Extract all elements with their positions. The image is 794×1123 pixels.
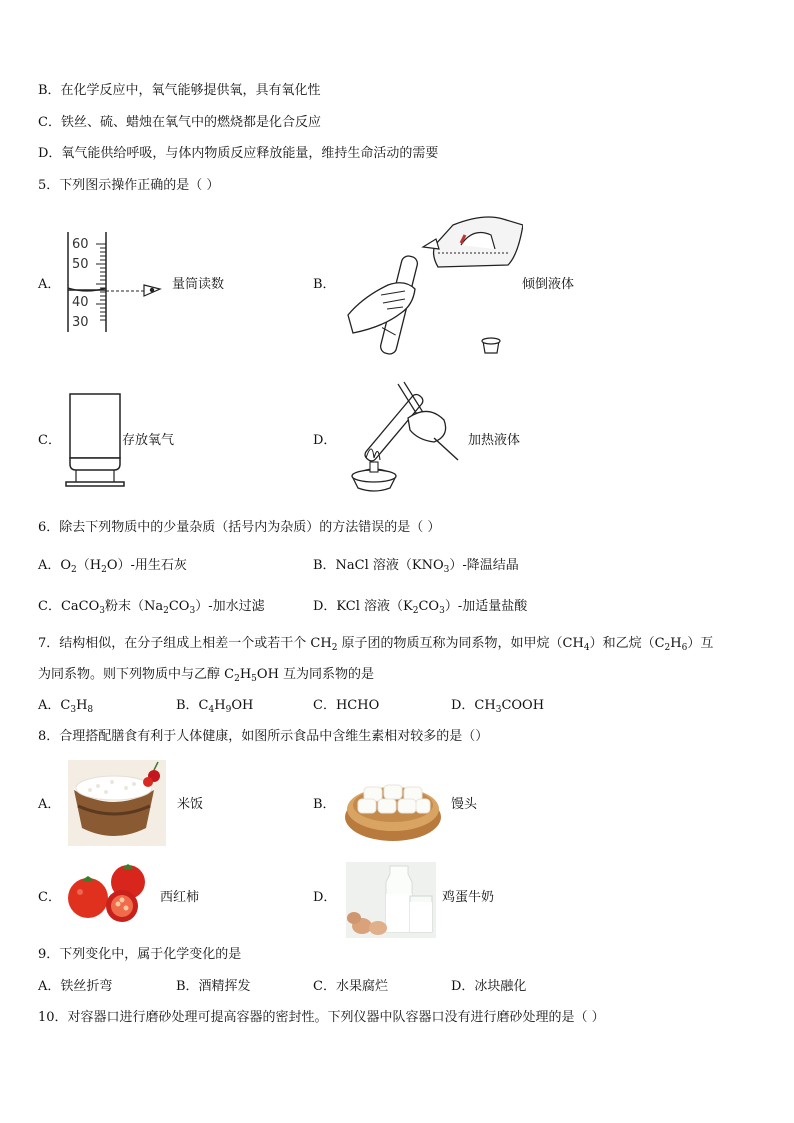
q7-option-c: C．HCHO (313, 698, 380, 713)
eggs-and-milk-photo (346, 862, 436, 938)
q7-stem-line2: 为同系物。则下列物质中与乙醇 $C_2H_5OH$ 互为同系物的是 (38, 667, 375, 684)
gas-jar-figure (64, 390, 126, 488)
q4-option-d: D．氧气能供给呼吸，与体内物质反应释放能量，维持生命活动的需要 (38, 146, 439, 161)
q5-letter-c: C． (38, 433, 61, 448)
q5-letter-a: A． (38, 277, 61, 292)
q8-stem: 8．合理搭配膳食有利于人体健康，如图所示食品中含维生素相对较多的是（） (38, 729, 489, 744)
q4-option-c: C．铁丝、硫、蜡烛在氧气中的燃烧都是化合反应 (38, 115, 321, 130)
q9-option-d: D．冰块融化 (451, 979, 527, 994)
rice-bowl-photo (68, 760, 166, 846)
heating-liquid-figure (338, 380, 468, 500)
q5-stem: 5．下列图示操作正确的是（ ） (38, 178, 220, 193)
graduated-cylinder-figure (62, 228, 172, 338)
q6-option-a: A．$O_2(H_2O)-$用生石灰 (38, 558, 187, 575)
q9-option-c: C．水果腐烂 (313, 979, 388, 994)
q8-caption-a: 米饭 (177, 797, 204, 812)
q8-letter-c: C． (38, 890, 61, 905)
q9-option-b: B．酒精挥发 (176, 979, 251, 994)
steamed-buns-photo (342, 765, 444, 845)
q5-caption-c: 存放氧气 (122, 433, 175, 448)
cylinder-tick-30: 30 (72, 315, 89, 330)
q6-stem: 6．除去下列物质中的少量杂质（括号内为杂质）的方法错误的是（ ） (38, 520, 441, 535)
q8-caption-d: 鸡蛋牛奶 (442, 890, 495, 905)
q5-caption-d: 加热液体 (468, 433, 521, 448)
cylinder-tick-50: 50 (72, 257, 89, 272)
q5-caption-b: 倾倒液体 (522, 277, 575, 292)
pouring-liquid-figure (343, 205, 523, 365)
q5-caption-a: 量筒读数 (172, 277, 225, 292)
q9-option-a: A．铁丝折弯 (38, 979, 113, 994)
q8-letter-a: A． (38, 797, 61, 812)
q6-option-b: B．NaCl 溶液$(KNO_3)-$降温结晶 (313, 558, 519, 575)
q10-stem: 10．对容器口进行磨砂处理可提高容器的密封性。下列仪器中队容器口没有进行磨砂处理的是（ ） (38, 1010, 605, 1025)
q7-option-b: B．$C_4H_9OH$ (176, 698, 254, 715)
cylinder-tick-60: 60 (72, 237, 89, 252)
q5-letter-d: D． (313, 433, 337, 448)
q8-caption-b: 馒头 (451, 797, 478, 812)
q8-letter-d: D． (313, 890, 337, 905)
q7-option-a: A．$C_3H_8$ (38, 698, 94, 715)
tomatoes-photo (62, 862, 156, 924)
q5-letter-b: B． (313, 277, 336, 292)
q7-stem-line1: 7．结构相似，在分子组成上相差一个或若干个 $CH_2$ 原子团的物质互称为同系物，如甲烷$(CH_4)$和乙烷$(C_2H_6)$互 (38, 636, 714, 653)
cylinder-tick-40: 40 (72, 295, 89, 310)
q6-option-c: C．CaCO$_3$粉末$(Na_2CO_3)-$加水过滤 (38, 599, 265, 616)
q4-option-b: B．在化学反应中，氧气能够提供氧，具有氧化性 (38, 83, 321, 98)
q8-caption-c: 西红柿 (160, 890, 200, 905)
q6-option-d: D．KCl 溶液$(K_2CO_3)-$加适量盐酸 (313, 599, 528, 616)
q9-stem: 9．下列变化中，属于化学变化的是 (38, 947, 242, 962)
q7-option-d: D．$CH_3COOH$ (451, 698, 545, 715)
q8-letter-b: B． (313, 797, 336, 812)
